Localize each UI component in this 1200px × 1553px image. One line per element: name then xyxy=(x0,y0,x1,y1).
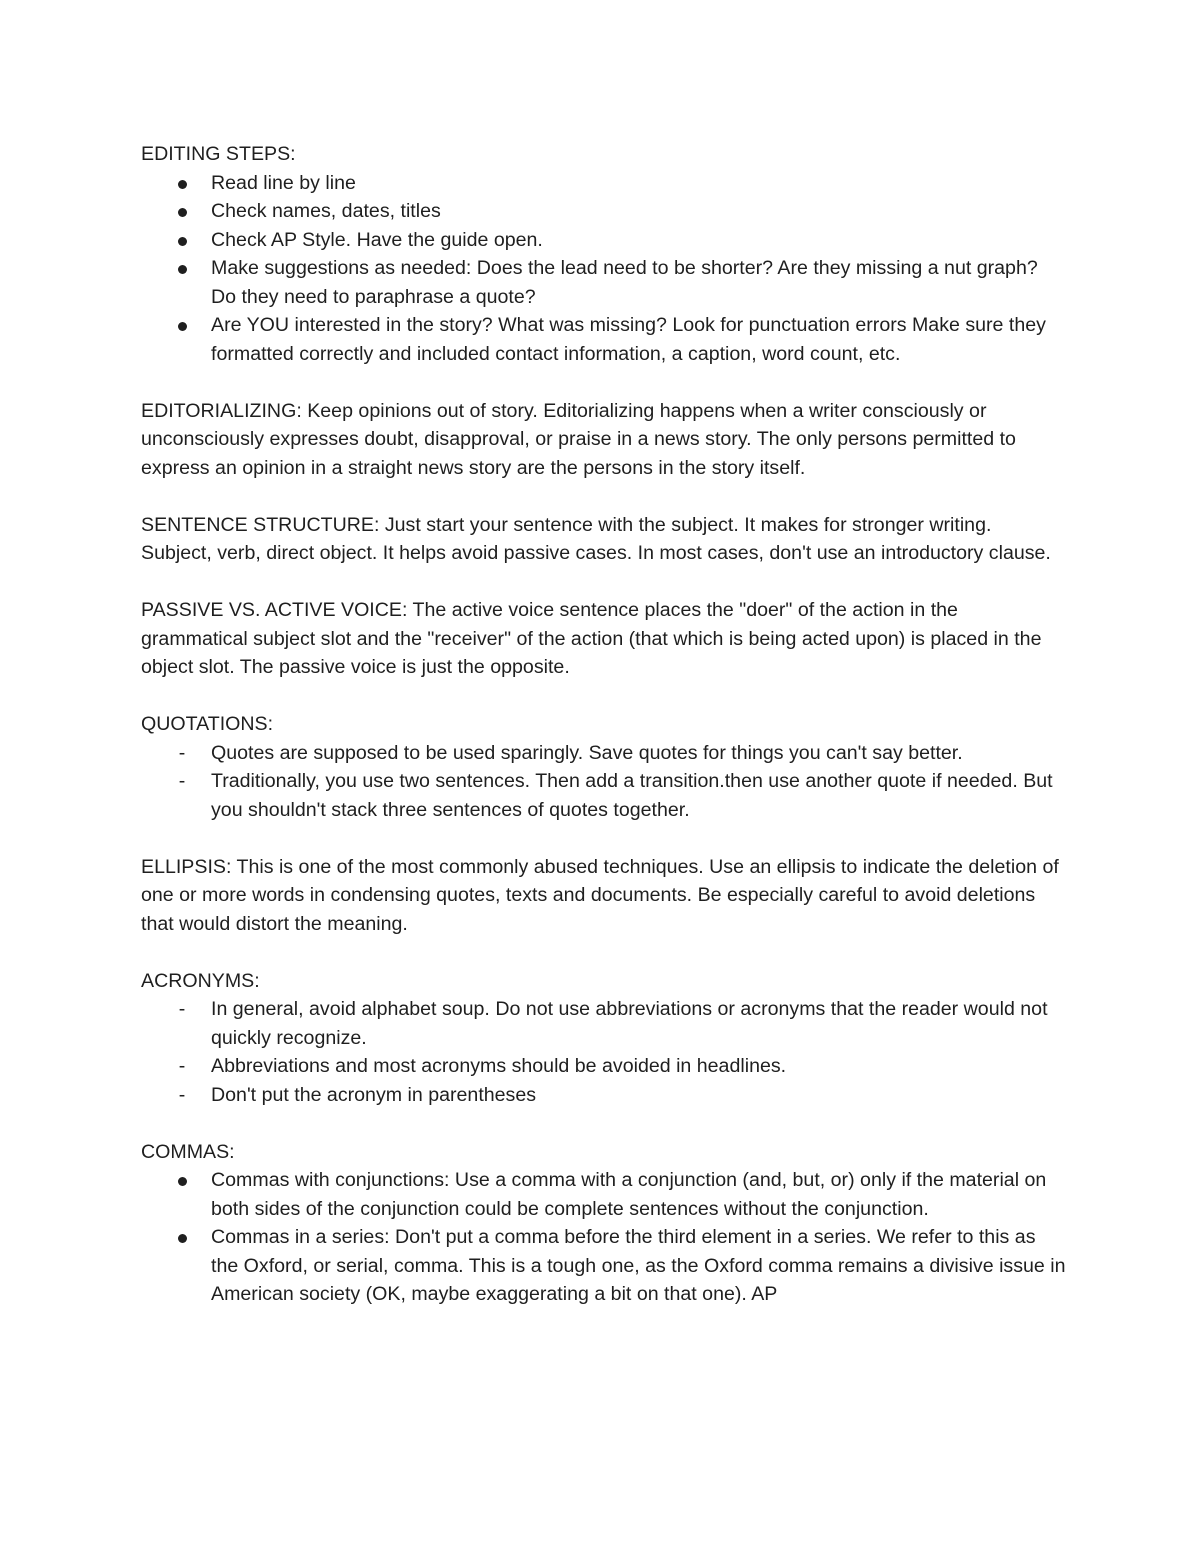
sentence-structure-paragraph: SENTENCE STRUCTURE: Just start your sentence with the subject. It makes for stronger writing. Subject, verb, direct object. It helps avoid passive cases. In most cases, don't use an introductory clause. xyxy=(141,513,1051,564)
commas-list xyxy=(141,1166,1066,1309)
dash-icon xyxy=(175,995,189,1024)
dash-icon xyxy=(175,1052,189,1081)
list-item: Commas in a series: Don't put a comma before the third element in a series. We refer to this as the Oxford, or serial, comma. This is a tough one, as the Oxford comma remains a divisive issue in American society (OK, maybe exaggerating a bit on that one). AP xyxy=(141,1223,1066,1309)
bullet-icon xyxy=(178,1177,187,1186)
editing-steps-list xyxy=(141,169,1066,369)
list-item: Commas with conjunctions: Use a comma with a conjunction (and, but, or) only if the material on both sides of the conjunction could be complete sentences without the conjunction. xyxy=(141,1166,1066,1223)
dash-icon xyxy=(175,739,189,768)
editorializing-paragraph: EDITORIALIZING: Keep opinions out of story. Editorializing happens when a writer consciously or unconsciously expresses doubt, disapproval, or praise in a news story. The only persons permitted to express an opinion in a straight news story are the persons in the story itself. xyxy=(141,399,1016,479)
list-item: - Quotes are supposed to be used sparingly. Save quotes for things you can't say better. xyxy=(141,739,1066,768)
list-item: - Don't put the acronym in parentheses xyxy=(141,1081,1066,1110)
bullet-icon xyxy=(178,265,187,274)
list-item: Check AP Style. Have the guide open. xyxy=(141,226,1066,255)
bullet-icon xyxy=(178,1234,187,1243)
quotations-heading: QUOTATIONS: xyxy=(141,713,274,735)
commas-heading: COMMAS: xyxy=(141,1140,235,1163)
list-item: Are YOU interested in the story? What was missing? Look for punctuation errors Make sure they formatted correctly and included contact information, a caption, word count, etc. xyxy=(141,311,1066,368)
bullet-icon xyxy=(178,322,187,331)
list-item: Read line by line xyxy=(141,169,1066,198)
passive-active-paragraph: PASSIVE VS. ACTIVE VOICE: The active voice sentence places the "doer" of the action in the grammatical subject slot and the "receiver" of the action (that which is being acted upon) is placed in the object slot. The passive voice is just the opposite. xyxy=(141,599,1042,678)
bullet-icon xyxy=(178,208,187,217)
acronyms-heading: ACRONYMS: xyxy=(141,969,260,992)
list-item: - Abbreviations and most acronyms should be avoided in headlines. xyxy=(141,1052,1066,1081)
acronyms-list xyxy=(141,995,1066,1109)
list-item: - In general, avoid alphabet soup. Do not use abbreviations or acronyms that the reader would not quickly recognize. xyxy=(141,995,1066,1052)
list-item: - Traditionally, you use two sentences. Then add a transition.then use another quote if needed. But you shouldn't stack three sentences of quotes together. xyxy=(141,767,1066,824)
editing-steps-heading: EDITING STEPS: xyxy=(141,143,296,165)
list-item: Make suggestions as needed: Does the lead need to be shorter? Are they missing a nut graph? Do they need to paraphrase a quote? xyxy=(141,254,1066,311)
document-page xyxy=(141,140,1066,1337)
dash-icon xyxy=(175,767,189,796)
dash-icon xyxy=(175,1081,189,1110)
bullet-icon xyxy=(178,237,187,246)
bullet-icon xyxy=(178,180,187,189)
quotations-list xyxy=(141,739,1066,825)
ellipsis-paragraph: ELLIPSIS: This is one of the most commonly abused techniques. Use an ellipsis to indicate the deletion of one or more words in condensing quotes, texts and documents. Be especially careful to avoid deletions that would distort the meaning. xyxy=(141,855,1059,935)
list-item: Check names, dates, titles xyxy=(141,197,1066,226)
